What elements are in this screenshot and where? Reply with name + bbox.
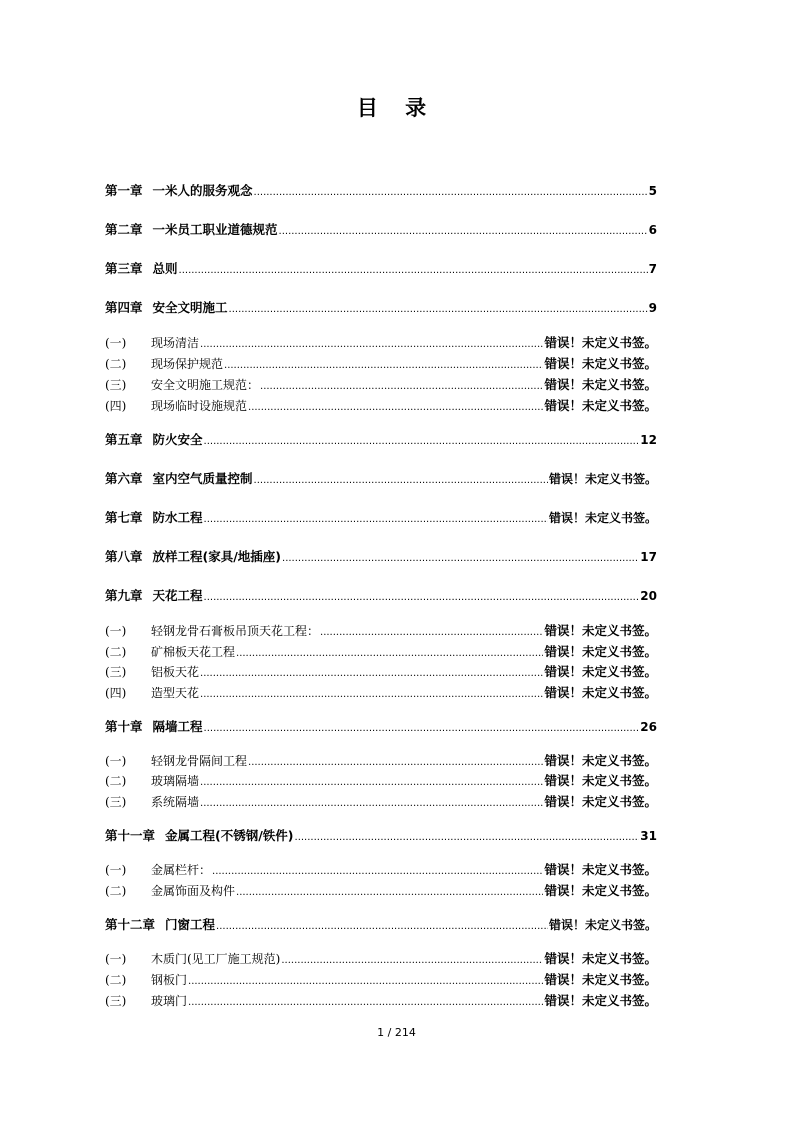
entry-title: 一米员工职业道德规范: [152, 222, 278, 237]
toc-section-entry[interactable]: [105, 683, 657, 701]
entry-title: 矿棉板天花工程: [151, 645, 236, 659]
entry-page: 错误！未定义书签。: [544, 951, 657, 966]
entry-title: 安全文明施工: [152, 300, 228, 315]
entry-title: 现场保护规范: [151, 357, 224, 371]
entry-number: 第十二章: [105, 917, 156, 932]
entry-number: (三): [105, 795, 127, 809]
dot-leader: [260, 378, 543, 392]
dot-leader: [212, 863, 543, 877]
entry-number: (一): [105, 952, 127, 966]
dot-leader: [279, 222, 648, 237]
dot-leader: [229, 300, 648, 315]
entry-title: 钢板门: [151, 973, 188, 987]
entry-title: 安全文明施工规范：: [151, 378, 260, 392]
entry-number: (二): [105, 884, 127, 898]
dot-leader: [188, 973, 543, 987]
entry-title: 玻璃隔墙: [151, 774, 200, 788]
entry-page: 9: [648, 301, 657, 315]
entry-number: (一): [105, 754, 127, 768]
entry-page: 错误！未定义书签。: [548, 918, 657, 932]
entry-number: 第六章: [105, 471, 143, 486]
entry-page: 错误！未定义书签。: [544, 862, 657, 877]
toc-section-entry[interactable]: [105, 375, 657, 393]
toc-section-entry[interactable]: [105, 771, 657, 789]
toc-section-entry[interactable]: [105, 354, 657, 372]
toc-chapter-entry[interactable]: [105, 430, 657, 448]
entry-page: 错误！未定义书签。: [544, 644, 657, 659]
entry-number: 第一章: [105, 183, 143, 198]
dot-leader: [179, 261, 648, 276]
entry-title: 总则: [152, 261, 178, 276]
entry-page: 31: [640, 829, 657, 843]
entry-number: (四): [105, 399, 127, 413]
toc-title: 目 录: [356, 96, 437, 120]
toc-section-entry[interactable]: [105, 751, 657, 769]
entry-title: 室内空气质量控制: [152, 471, 253, 486]
entry-number: (四): [105, 686, 127, 700]
entry-title: 现场临时设施规范: [151, 399, 248, 413]
toc-section-entry[interactable]: [105, 621, 657, 639]
entry-number: (二): [105, 357, 127, 371]
entry-page: 错误！未定义书签。: [544, 377, 657, 392]
entry-page: 错误！未定义书签。: [544, 993, 657, 1008]
entry-title: 轻钢龙骨石膏板吊顶天花工程：: [151, 624, 320, 638]
entry-page: 17: [640, 550, 657, 564]
entry-page: 20: [640, 589, 657, 603]
entry-number: 第七章: [105, 510, 143, 525]
dot-leader: [204, 432, 640, 447]
dot-leader: [281, 952, 543, 966]
entry-number: 第三章: [105, 261, 143, 276]
entry-number: 第四章: [105, 300, 143, 315]
toc-section-entry[interactable]: [105, 970, 657, 988]
dot-leader: [248, 754, 543, 768]
entry-number: 第十一章: [105, 828, 156, 843]
toc-chapter-entry[interactable]: [105, 469, 657, 487]
entry-page: 错误！未定义书签。: [544, 623, 657, 638]
entry-page: 5: [648, 184, 657, 198]
entry-title: 放样工程(家具/地插座): [152, 549, 282, 564]
entry-page: 错误！未定义书签。: [544, 356, 657, 371]
toc-chapter-entry[interactable]: [105, 586, 657, 604]
entry-page: 错误！未定义书签。: [544, 972, 657, 987]
dot-leader: [204, 510, 548, 525]
entry-title: 金属工程(不锈钢/铁件): [165, 828, 294, 843]
entry-page: 错误！未定义书签。: [544, 883, 657, 898]
entry-number: 第八章: [105, 549, 143, 564]
dot-leader: [224, 357, 543, 371]
toc-chapter-entry[interactable]: [105, 508, 657, 526]
toc-chapter-entry[interactable]: [105, 181, 657, 199]
toc-section-entry[interactable]: [105, 949, 657, 967]
toc-section-entry[interactable]: [105, 792, 657, 810]
entry-title: 门窗工程: [165, 917, 216, 932]
entry-number: 第二章: [105, 222, 143, 237]
toc-section-entry[interactable]: [105, 991, 657, 1009]
entry-number: (二): [105, 973, 127, 987]
toc-section-entry[interactable]: [105, 662, 657, 680]
toc-chapter-entry[interactable]: [105, 547, 657, 565]
entry-title: 轻钢龙骨隔间工程: [151, 754, 248, 768]
entry-title: 天花工程: [152, 588, 203, 603]
entry-number: (二): [105, 645, 127, 659]
entry-number: (一): [105, 863, 127, 877]
dot-leader: [204, 588, 640, 603]
entry-page: 7: [648, 262, 657, 276]
entry-title: 金属栏杆：: [151, 863, 212, 877]
entry-title: 隔墙工程: [152, 719, 203, 734]
toc-chapter-entry[interactable]: [105, 826, 657, 844]
entry-title: 现场清洁: [151, 336, 200, 350]
entry-title: 系统隔墙: [151, 795, 200, 809]
entry-number: 第九章: [105, 588, 143, 603]
entry-number: (三): [105, 378, 127, 392]
entry-title: 造型天花: [151, 686, 200, 700]
dot-leader: [236, 645, 543, 659]
entry-page: 错误！未定义书签。: [544, 685, 657, 700]
entry-title: 防火安全: [152, 432, 203, 447]
toc-chapter-entry[interactable]: [105, 717, 657, 735]
toc-chapter-entry[interactable]: [105, 259, 657, 277]
entry-page: 错误！未定义书签。: [544, 335, 657, 350]
entry-page: 6: [648, 223, 657, 237]
toc-section-entry[interactable]: [105, 333, 657, 351]
dot-leader: [248, 399, 543, 413]
dot-leader: [295, 828, 640, 843]
dot-leader: [200, 336, 543, 350]
toc-chapter-entry[interactable]: [105, 220, 657, 238]
entry-title: 一米人的服务观念: [152, 183, 253, 198]
toc-section-entry[interactable]: [105, 860, 657, 878]
dot-leader: [200, 686, 543, 700]
toc-chapter-entry[interactable]: [105, 915, 657, 933]
dot-leader: [200, 774, 543, 788]
page-number: 1 / 214: [377, 1026, 416, 1039]
dot-leader: [204, 719, 640, 734]
entry-page: 12: [640, 433, 657, 447]
dot-leader: [200, 795, 543, 809]
entry-number: 第五章: [105, 432, 143, 447]
entry-number: (三): [105, 665, 127, 679]
dot-leader: [254, 471, 548, 486]
dot-leader: [282, 549, 639, 564]
entry-page: 错误！未定义书签。: [544, 794, 657, 809]
entry-page: 错误！未定义书签。: [544, 773, 657, 788]
dot-leader: [200, 665, 543, 679]
entry-number: 第十章: [105, 719, 143, 734]
entry-number: (一): [105, 336, 127, 350]
entry-page: 错误！未定义书签。: [544, 398, 657, 413]
dot-leader: [254, 183, 648, 198]
dot-leader: [188, 994, 543, 1008]
entry-page: 错误！未定义书签。: [548, 472, 657, 486]
entry-title: 防水工程: [152, 510, 203, 525]
entry-title: 铝板天花: [151, 665, 200, 679]
dot-leader: [236, 884, 543, 898]
dot-leader: [320, 624, 543, 638]
entry-page: 错误！未定义书签。: [548, 511, 657, 525]
entry-page: 错误！未定义书签。: [544, 664, 657, 679]
toc-section-entry[interactable]: [105, 642, 657, 660]
dot-leader: [216, 917, 548, 932]
entry-number: (一): [105, 624, 127, 638]
entry-number: (三): [105, 994, 127, 1008]
entry-page: 错误！未定义书签。: [544, 753, 657, 768]
entry-page: 26: [640, 720, 657, 734]
entry-title: 金属饰面及构件: [151, 884, 236, 898]
entry-number: (二): [105, 774, 127, 788]
entry-title: 木质门(见工厂施工规范): [151, 952, 281, 966]
entry-title: 玻璃门: [151, 994, 188, 1008]
toc-section-entry[interactable]: [105, 881, 657, 899]
toc-chapter-entry[interactable]: [105, 298, 657, 316]
toc-section-entry[interactable]: [105, 396, 657, 414]
